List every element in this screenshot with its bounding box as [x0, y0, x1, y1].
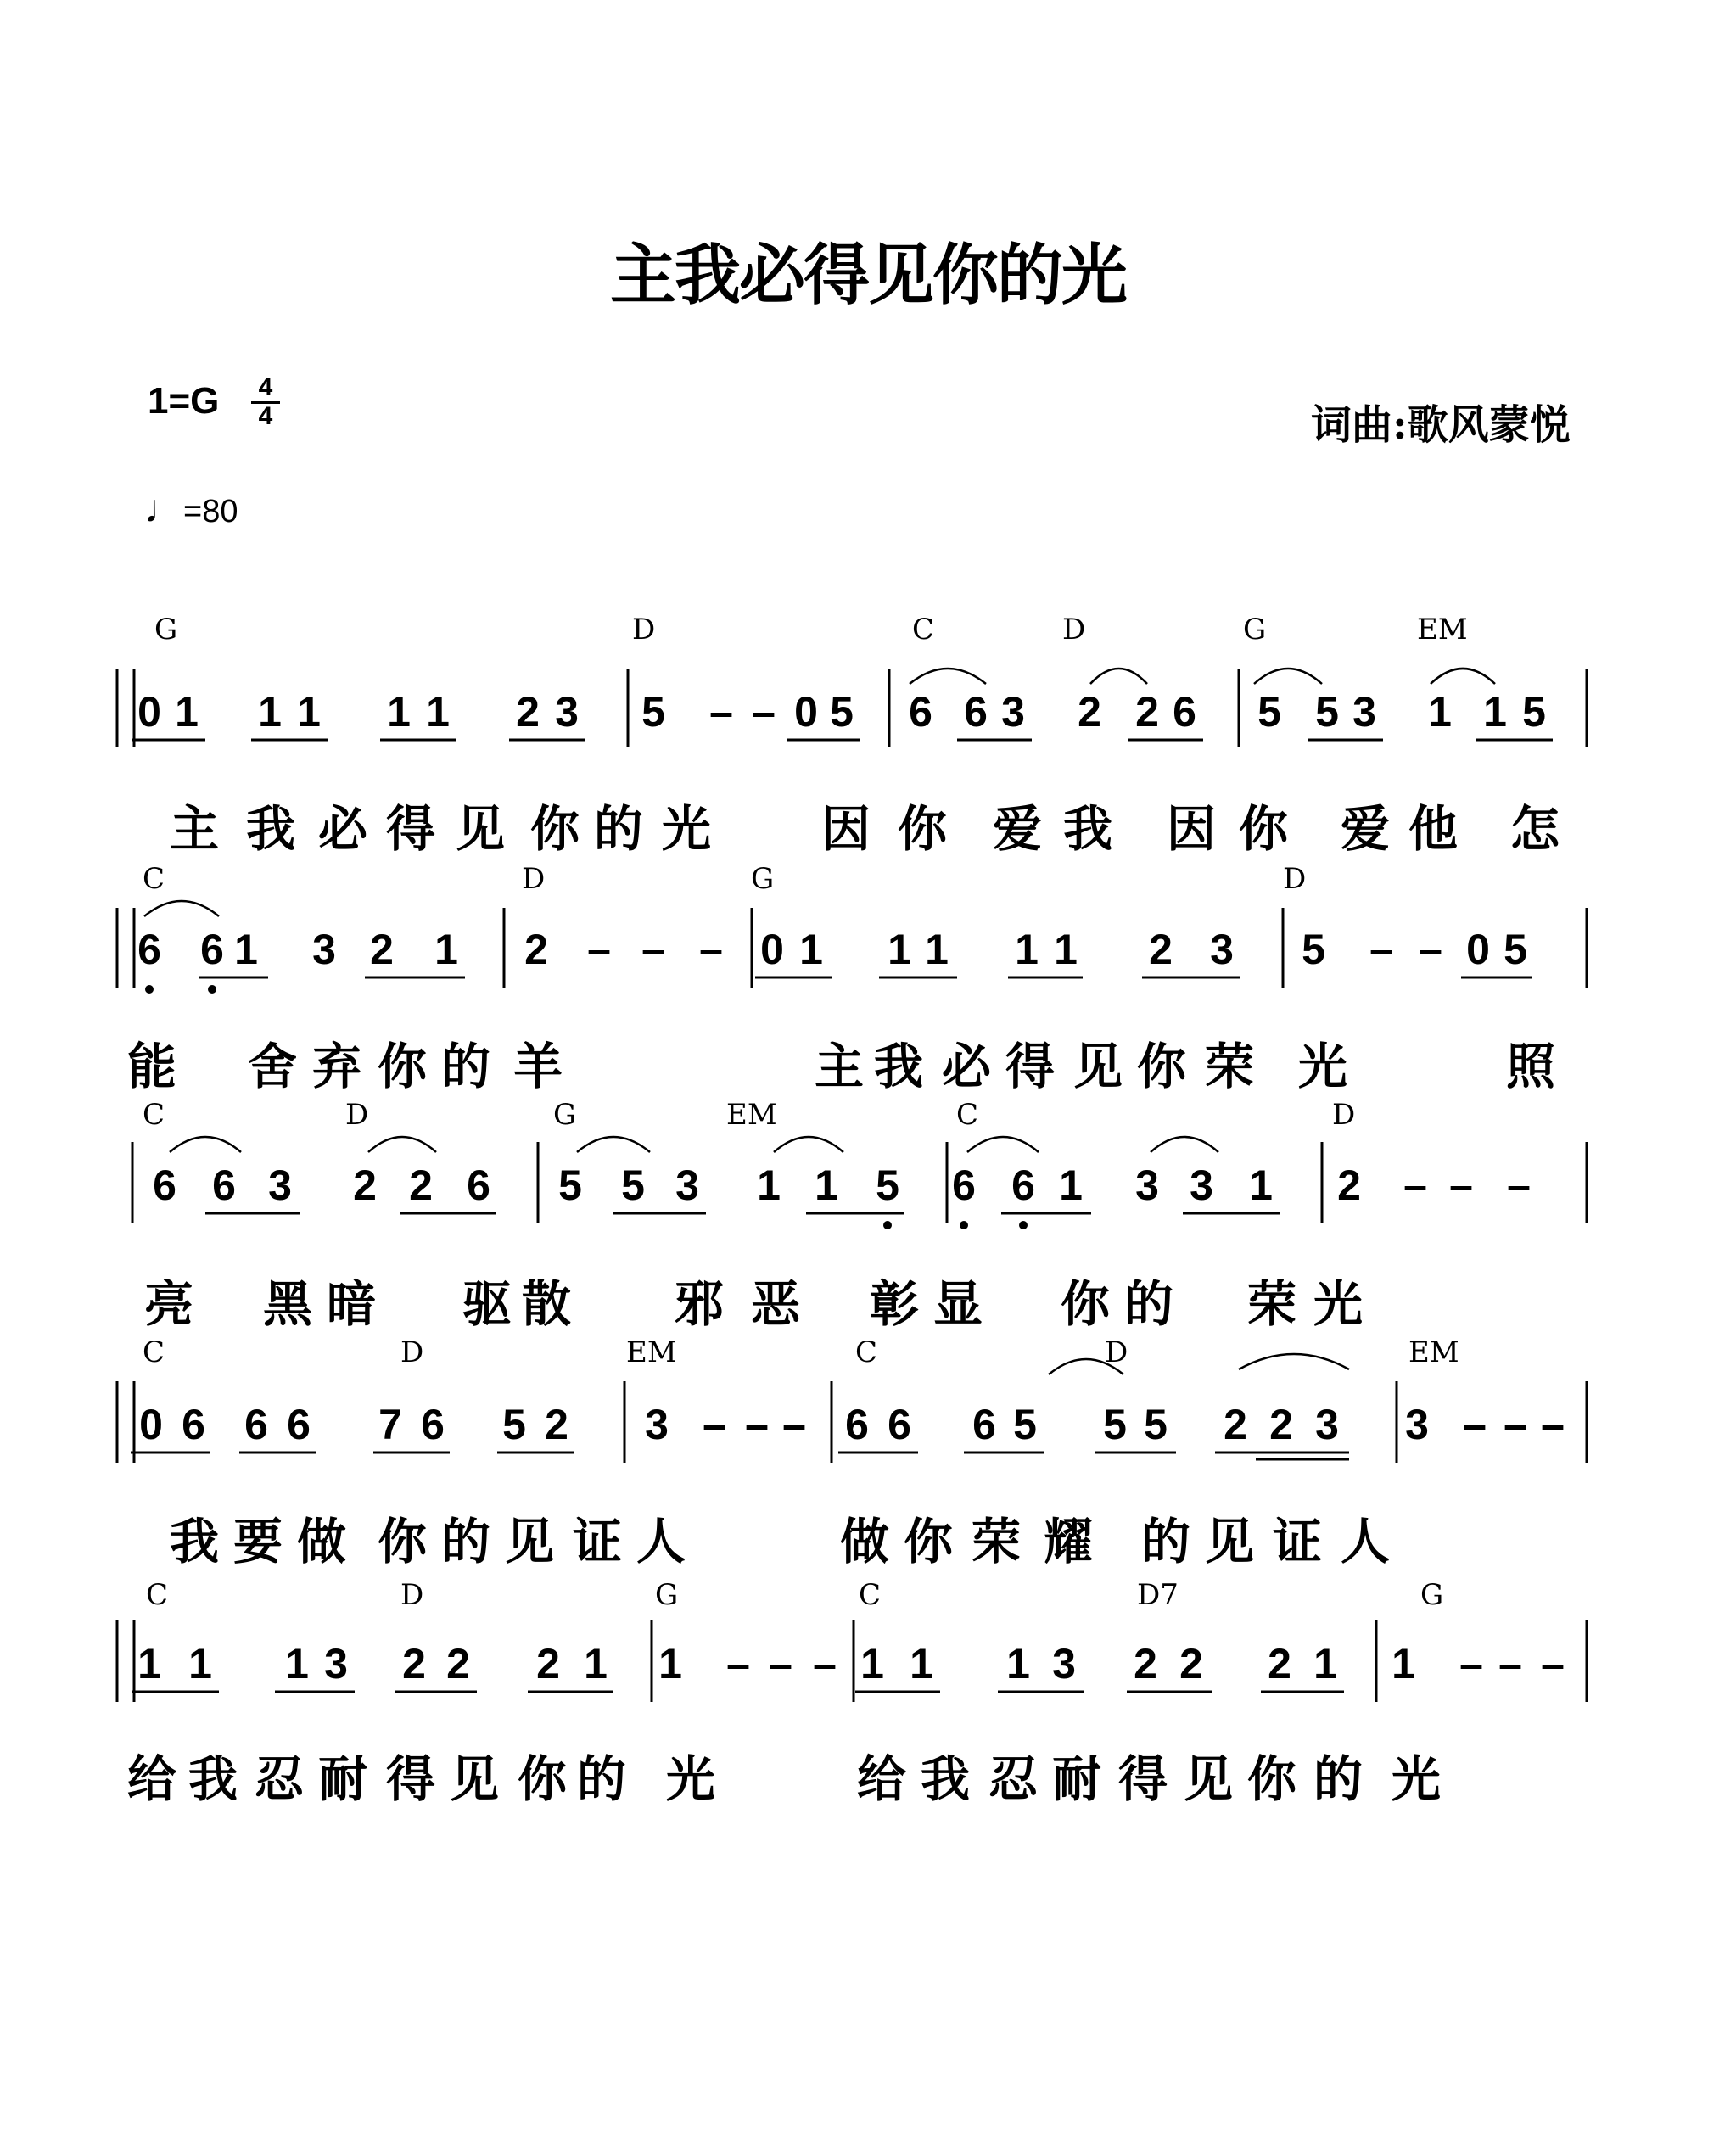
lyric-char: 荣	[972, 1513, 1022, 1570]
chord-symbol: D	[632, 613, 656, 646]
chord-symbol: D	[1283, 862, 1307, 896]
slur	[577, 1137, 650, 1152]
lyric-char: 爱	[1341, 800, 1391, 858]
sustain-dash: –	[703, 1401, 726, 1448]
lyric-char: 人	[636, 1513, 686, 1570]
lyric-char: 因	[1167, 800, 1217, 858]
lyric-char: 主	[170, 800, 220, 858]
note: 1	[799, 926, 823, 973]
note: 1	[910, 1640, 933, 1688]
note: 5	[641, 688, 665, 736]
sustain-dash: –	[587, 926, 611, 973]
note: 2	[536, 1640, 560, 1688]
chord-symbol: EM	[626, 1335, 677, 1369]
lyric-char: 弃	[312, 1038, 362, 1095]
note: 3	[645, 1401, 669, 1448]
sustain-dash: –	[1463, 1401, 1487, 1448]
quarter-note-icon: ♩	[144, 486, 183, 530]
note: 6	[1173, 688, 1196, 736]
note: 1	[658, 1640, 682, 1688]
chord-symbol: D	[345, 1098, 369, 1132]
note: 1	[1313, 1640, 1337, 1688]
lyric-char: 耀	[1044, 1513, 1094, 1570]
lyric-char: 你	[530, 800, 580, 858]
lyric-char: 主	[815, 1038, 865, 1095]
note: 5	[1504, 926, 1527, 973]
lyric-char: 见	[1184, 1750, 1234, 1808]
chord-symbol: EM	[726, 1098, 777, 1132]
low-octave-dot	[145, 985, 154, 994]
lyric-char: 我	[874, 1038, 924, 1095]
lyric-char: 你	[1247, 1750, 1297, 1808]
slur	[967, 1137, 1039, 1152]
note: 1	[1483, 688, 1507, 736]
lyric-char: 得	[386, 800, 436, 858]
note: 5	[876, 1161, 899, 1209]
time-signature-top: 4	[251, 375, 280, 404]
lyric-char: 给	[857, 1750, 907, 1808]
note: 6	[888, 1401, 911, 1448]
note: 5	[1302, 926, 1325, 973]
chord-symbol: D	[1332, 1098, 1356, 1132]
lyric-char: 人	[1341, 1513, 1391, 1570]
note: 6	[952, 1161, 976, 1209]
lyric-char: 得	[386, 1750, 436, 1808]
note: 0	[794, 688, 818, 736]
lyric-char: 怎	[1510, 800, 1560, 858]
lyric-char: 要	[233, 1513, 283, 1570]
note: 7	[378, 1401, 402, 1448]
note: 6	[467, 1161, 490, 1209]
note: 3	[1190, 1161, 1213, 1209]
note: 0	[137, 688, 161, 736]
lyric-char: 我	[188, 1750, 238, 1808]
lyric-char: 显	[933, 1275, 983, 1333]
slur	[170, 1137, 241, 1152]
sustain-dash: –	[813, 1640, 837, 1688]
lyric-char: 做	[840, 1513, 890, 1570]
lyric-char: 见	[450, 1750, 500, 1808]
note: 2	[1179, 1640, 1203, 1688]
lyric-char: 你	[378, 1038, 428, 1095]
slur	[910, 669, 986, 684]
note: 5	[1257, 688, 1281, 736]
chord-symbol: C	[143, 862, 165, 896]
low-octave-dot	[960, 1221, 968, 1229]
lyric-char: 光	[1298, 1038, 1348, 1095]
sustain-dash: –	[752, 688, 776, 736]
note: 6	[1011, 1161, 1035, 1209]
note: 3	[675, 1161, 699, 1209]
note: 6	[137, 926, 161, 973]
lyric-char: 的	[441, 1038, 491, 1095]
sustain-dash: –	[1459, 1640, 1483, 1688]
note: 2	[516, 688, 540, 736]
chord-symbol: G	[655, 1578, 679, 1612]
lyric-char: 爱	[993, 800, 1043, 858]
chord-symbol: G	[1420, 1578, 1444, 1612]
note: 5	[621, 1161, 645, 1209]
note: 3	[1052, 1640, 1076, 1688]
lyric-char: 的	[577, 1750, 627, 1808]
lyric-char: 荣	[1247, 1275, 1297, 1333]
sustain-dash: –	[1541, 1401, 1565, 1448]
lyric-char: 的	[441, 1513, 491, 1570]
chord-symbol: D	[400, 1335, 424, 1369]
note: 1	[925, 926, 949, 973]
chord-symbol: C	[855, 1335, 878, 1369]
lyric-char: 因	[821, 800, 871, 858]
lyric-char: 光	[1392, 1750, 1442, 1808]
lyric-char: 光	[666, 1750, 716, 1808]
note: 0	[1466, 926, 1490, 973]
chord-symbol: D	[1105, 1335, 1128, 1369]
lyric-char: 的	[1141, 1513, 1191, 1570]
sustain-dash: –	[1449, 1161, 1473, 1209]
lyric-char: 见	[1205, 1513, 1255, 1570]
note: 6	[287, 1401, 311, 1448]
sustain-dash: –	[1541, 1640, 1565, 1688]
lyric-char: 你	[1239, 800, 1289, 858]
chord-symbol: C	[146, 1578, 169, 1612]
note: 3	[1315, 1401, 1339, 1448]
note: 2	[1078, 688, 1101, 736]
low-octave-dot	[208, 985, 216, 994]
note: 1	[1015, 926, 1039, 973]
lyric-char: 忍	[255, 1750, 305, 1808]
note: 6	[212, 1161, 236, 1209]
slur	[144, 901, 219, 916]
lyric-char: 做	[297, 1513, 347, 1570]
lyric-char: 我	[246, 800, 296, 858]
note: 3	[555, 688, 579, 736]
note: 5	[1315, 688, 1339, 736]
lyric-char: 的	[1313, 1750, 1364, 1808]
note: 5	[1144, 1401, 1168, 1448]
lyric-char: 耐	[318, 1750, 368, 1808]
lyric-char: 的	[1124, 1275, 1174, 1333]
note: 5	[558, 1161, 582, 1209]
note: 3	[1135, 1161, 1159, 1209]
lyric-char: 我	[921, 1750, 971, 1808]
chord-symbol: C	[143, 1098, 165, 1132]
chord-symbol: D	[522, 862, 546, 896]
slur	[1090, 669, 1147, 684]
note: 3	[1210, 926, 1234, 973]
note: 2	[370, 926, 394, 973]
note: 3	[1405, 1401, 1429, 1448]
note: 5	[1013, 1401, 1037, 1448]
note: 2	[1135, 688, 1159, 736]
note: 6	[200, 926, 224, 973]
note: 1	[1249, 1161, 1273, 1209]
note: 1	[434, 926, 458, 973]
note: 1	[1392, 1640, 1415, 1688]
slur	[1239, 1354, 1349, 1369]
note: 2	[1269, 1401, 1293, 1448]
lyric-char: 得	[1005, 1038, 1056, 1095]
lyric-char: 黑	[263, 1275, 313, 1333]
note: 1	[815, 1161, 838, 1209]
chord-symbol: G	[553, 1098, 577, 1132]
note: 3	[324, 1640, 348, 1688]
chord-symbol: C	[912, 613, 935, 646]
note: 6	[244, 1401, 268, 1448]
lyric-char: 彰	[870, 1275, 920, 1333]
sustain-dash: –	[1419, 926, 1442, 973]
note: 3	[312, 926, 336, 973]
chord-symbol: G	[751, 862, 775, 896]
note: 1	[1006, 1640, 1030, 1688]
note: 1	[757, 1161, 781, 1209]
lyric-char: 见	[456, 800, 506, 858]
note: 6	[153, 1161, 176, 1209]
sustain-dash: –	[1369, 926, 1393, 973]
note: 1	[285, 1640, 309, 1688]
note: 6	[845, 1401, 869, 1448]
sustain-dash: –	[726, 1640, 750, 1688]
note: 6	[909, 688, 932, 736]
lyric-char: 忍	[988, 1750, 1039, 1808]
low-octave-dot	[883, 1221, 892, 1229]
note: 2	[353, 1161, 377, 1209]
note: 5	[1522, 688, 1546, 736]
low-octave-dot	[1019, 1221, 1028, 1229]
sustain-dash: –	[699, 926, 723, 973]
lyric-char: 能	[127, 1038, 177, 1095]
lyric-char: 照	[1506, 1038, 1556, 1095]
note: 6	[964, 688, 988, 736]
lyric-char: 你	[1137, 1038, 1187, 1095]
chord-symbol: D	[1062, 613, 1086, 646]
note: 2	[409, 1161, 433, 1209]
lyric-char: 亮	[144, 1275, 194, 1333]
note: 2	[1149, 926, 1173, 973]
lyric-char: 恶	[751, 1275, 801, 1333]
note: 1	[1059, 1161, 1083, 1209]
lyric-char: 驱	[462, 1275, 512, 1333]
note: 2	[402, 1640, 426, 1688]
sustain-dash: –	[1403, 1161, 1427, 1209]
slur	[1151, 1137, 1218, 1152]
slur	[1431, 669, 1495, 684]
lyric-char: 舍	[248, 1038, 298, 1095]
chord-symbol: C	[956, 1098, 979, 1132]
note: 3	[268, 1161, 292, 1209]
sustain-dash: –	[1498, 1640, 1522, 1688]
chord-symbol: C	[859, 1578, 882, 1612]
lyric-char: 荣	[1205, 1038, 1255, 1095]
lyric-char: 见	[505, 1513, 555, 1570]
note: 1	[234, 926, 258, 973]
note: 1	[426, 688, 450, 736]
chord-symbol: G	[1243, 613, 1267, 646]
note: 1	[137, 1640, 161, 1688]
lyric-char: 的	[594, 800, 644, 858]
sustain-dash: –	[1507, 1161, 1531, 1209]
note: 6	[972, 1401, 996, 1448]
lyric-char: 耐	[1052, 1750, 1102, 1808]
sustain-dash: –	[641, 926, 665, 973]
chord-symbol: G	[154, 613, 178, 646]
lyric-char: 你	[1061, 1275, 1111, 1333]
note: 2	[1337, 1161, 1361, 1209]
note: 0	[139, 1401, 163, 1448]
credit: 词曲:歌风蒙悦	[1311, 401, 1571, 449]
note: 6	[421, 1401, 445, 1448]
note: 2	[446, 1640, 470, 1688]
lyric-char: 必	[318, 800, 368, 858]
chord-symbol: EM	[1417, 613, 1468, 646]
lyric-char: 羊	[513, 1038, 563, 1095]
sustain-dash: –	[745, 1401, 769, 1448]
lyric-char: 我	[170, 1513, 220, 1570]
note: 1	[297, 688, 321, 736]
lyric-char: 必	[942, 1038, 992, 1095]
lyric-char: 邪	[675, 1275, 725, 1333]
slur	[774, 1137, 843, 1152]
slur	[1254, 669, 1322, 684]
slur	[368, 1137, 436, 1152]
chord-symbol: D7	[1137, 1578, 1179, 1612]
chord-symbol: D	[400, 1578, 424, 1612]
sustain-dash: –	[1504, 1401, 1527, 1448]
note: 3	[1001, 688, 1025, 736]
note: 2	[524, 926, 548, 973]
note: 2	[545, 1401, 568, 1448]
note: 2	[1134, 1640, 1157, 1688]
note: 1	[1428, 688, 1452, 736]
lyric-char: 你	[518, 1750, 568, 1808]
note: 1	[175, 688, 199, 736]
key-signature: 1=G	[148, 380, 220, 422]
lyric-char: 你	[378, 1513, 428, 1570]
sustain-dash: –	[769, 1640, 792, 1688]
lyric-char: 光	[662, 800, 712, 858]
tempo-value: =80	[183, 494, 238, 529]
sustain-dash: –	[709, 688, 733, 736]
chord-symbol: EM	[1408, 1335, 1459, 1369]
chord-symbol: C	[143, 1335, 165, 1369]
note: 1	[1054, 926, 1078, 973]
lyric-char: 给	[127, 1750, 177, 1808]
time-signature-bottom: 4	[258, 402, 273, 430]
lyric-char: 证	[573, 1513, 623, 1570]
sustain-dash: –	[782, 1401, 806, 1448]
note: 3	[1352, 688, 1376, 736]
song-title: 主我必得见你的光	[609, 238, 1126, 314]
note: 1	[258, 688, 282, 736]
lyric-char: 得	[1118, 1750, 1168, 1808]
lyric-char: 光	[1313, 1275, 1364, 1333]
lyric-char: 他	[1408, 800, 1459, 858]
note: 1	[584, 1640, 608, 1688]
note: 0	[760, 926, 784, 973]
lyric-char: 证	[1273, 1513, 1323, 1570]
note: 1	[188, 1640, 212, 1688]
note: 2	[1268, 1640, 1291, 1688]
lyric-char: 散	[522, 1275, 572, 1333]
note: 5	[830, 688, 854, 736]
note: 5	[502, 1401, 526, 1448]
lyric-char: 见	[1073, 1038, 1123, 1095]
lyric-char: 你	[904, 1513, 954, 1570]
lyric-char: 我	[1063, 800, 1113, 858]
note: 1	[860, 1640, 884, 1688]
note: 6	[182, 1401, 205, 1448]
note: 5	[1103, 1401, 1127, 1448]
lyric-char: 你	[898, 800, 948, 858]
note: 1	[387, 688, 411, 736]
note: 2	[1224, 1401, 1247, 1448]
note: 1	[888, 926, 911, 973]
lyric-char: 暗	[327, 1275, 377, 1333]
